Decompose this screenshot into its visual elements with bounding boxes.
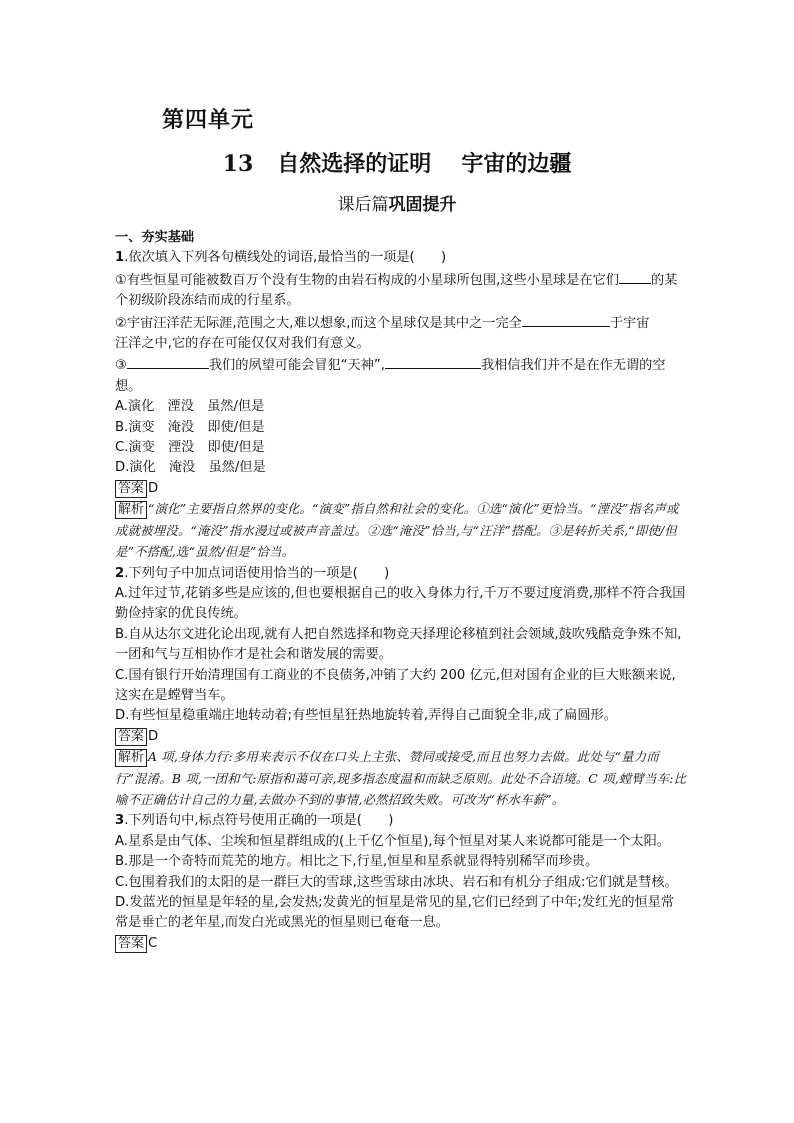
question-3: [115, 811, 687, 954]
subtitle-b: 巩固提升: [388, 195, 457, 215]
sentence-text: ③: [115, 358, 127, 374]
fill-blank: [127, 354, 209, 369]
content: [115, 228, 687, 954]
sentence-text: ②宇宙汪洋茫无际涯,范围之大,难以想象,而这个星球仅是其中之一完全: [115, 315, 522, 331]
question-number: 3: [115, 813, 125, 829]
question-number: 2: [115, 565, 125, 581]
explain-tag: 解析: [115, 749, 147, 767]
fill-blank: [385, 354, 481, 369]
option: A.过年过节,花销多些是应该的,但也要根据自己的收入身体力行,千万不要过度消费,那样不符合我国勤俭持家的优良传统。: [115, 585, 686, 622]
fill-blank: [522, 312, 610, 327]
sentence-text: 想。: [115, 378, 142, 394]
lesson-title: [0, 147, 794, 178]
sentence-text: 的某个初级阶段冻结而成的行星系。: [115, 272, 678, 309]
option: D.发蓝光的恒星是年轻的星,会发热;发黄光的恒星是常见的星,它们已经到了中年;发红光的恒星常常是垂亡的老年星,而发白光或黑光的恒星则已奄奄一息。: [115, 895, 675, 931]
option: D.演化 淹没 虽然/但是: [115, 460, 266, 476]
answer-value: C: [148, 935, 158, 951]
question-number: 1: [115, 250, 125, 266]
unit-title: 第四单元: [162, 108, 255, 133]
explain-tag: 解析: [115, 501, 147, 519]
answer-value: D: [148, 728, 159, 744]
question-2: [115, 564, 687, 812]
question-1: [115, 248, 687, 563]
option: C.包围着我们的太阳的是一群巨大的雪球,这些雪球由冰块、岩石和有机分子组成:它们就是彗核。: [115, 874, 678, 890]
answer-value: D: [148, 480, 159, 496]
option: B.自从达尔文进化论出现,就有人把自然选择和物竞天择理论移植到社会领域,鼓吹残酷竞争殊不知,一团和气与互相协作才是社会和谐发展的需要。: [115, 626, 682, 663]
fill-blank: [619, 269, 651, 284]
subtitle: [0, 190, 794, 215]
answer-tag: 答案: [115, 728, 147, 746]
section-heading: 一、夯实基础: [115, 230, 195, 245]
question-stem: .下列语句中,标点符号使用正确的一项是( ): [124, 813, 394, 829]
option: B.演变 淹没 即使/但是: [115, 419, 265, 435]
explanation: A 项,身体力行:多用来表示不仅在口头上主张、赞同或接受,而且也努力去做。此处与“量力而行”混淆。B 项,一团和气:原指和蔼可亲,现多指态度温和而缺乏原则。此处不合语境。C 项,螳臂当车:比喻不正确估计自己的力量,去做办不到的事情,必然招致失败。可改为“杯水车薪”。: [115, 749, 687, 807]
answer-tag: 答案: [115, 935, 147, 953]
subtitle-a: 课后篇: [337, 195, 389, 215]
option: C.演变 湮没 即使/但是: [115, 440, 265, 456]
lesson-number: 13: [222, 151, 254, 177]
lesson-title-b: 宇宙的边疆: [461, 152, 572, 177]
question-stem: .依次填入下列各句横线处的词语,最恰当的一项是( ): [124, 250, 447, 266]
lesson-title-a: 自然选择的证明: [277, 152, 432, 177]
sentence-text: ①有些恒星可能被数百万个没有生物的由岩石构成的小星球所包围,这些小星球是在它们: [115, 272, 619, 288]
sentence-text: 汪洋之中,它的存在可能仅仅对我们有意义。: [115, 336, 370, 352]
explanation: “演化”主要指自然界的变化。“演变”指自然和社会的变化。①选“演化”更恰当。“湮没”指名声或成就被埋没。“淹没”指水漫过或被声音盖过。②选“淹没”恰当,与“汪洋”搭配。③是转折关系,“即使/但是”不搭配,选“虽然/但是”恰当。: [115, 501, 679, 560]
sentence-text: 我们的夙望可能会冒犯“天神”,: [208, 358, 385, 374]
answer-tag: 答案: [115, 480, 147, 498]
sentence-text: 我相信我们并不是在作无谓的空: [480, 358, 666, 374]
question-stem: .下列句子中加点词语使用恰当的一项是( ): [124, 565, 390, 581]
option: A.演化 湮没 虽然/但是: [115, 399, 265, 415]
option: A.星系是由气体、尘埃和恒星群组成的(上千亿个恒星),每个恒星对某人来说都可能是一个太阳。: [115, 833, 670, 849]
option: D.有些恒星稳重端庄地转动着;有些恒星狂热地旋转着,弄得自己面貌全非,成了扁圆形。: [115, 708, 617, 724]
option: C.国有银行开始清理国有工商业的不良债务,冲销了大约 200 亿元,但对国有企业的巨大账额来说,这实在是螳臂当车。: [115, 667, 676, 703]
sentence-text: 于宇宙: [609, 315, 650, 331]
option: B.那是一个奇特而荒芜的地方。相比之下,行星,恒星和星系就显得特别稀罕而珍贵。: [115, 854, 599, 870]
